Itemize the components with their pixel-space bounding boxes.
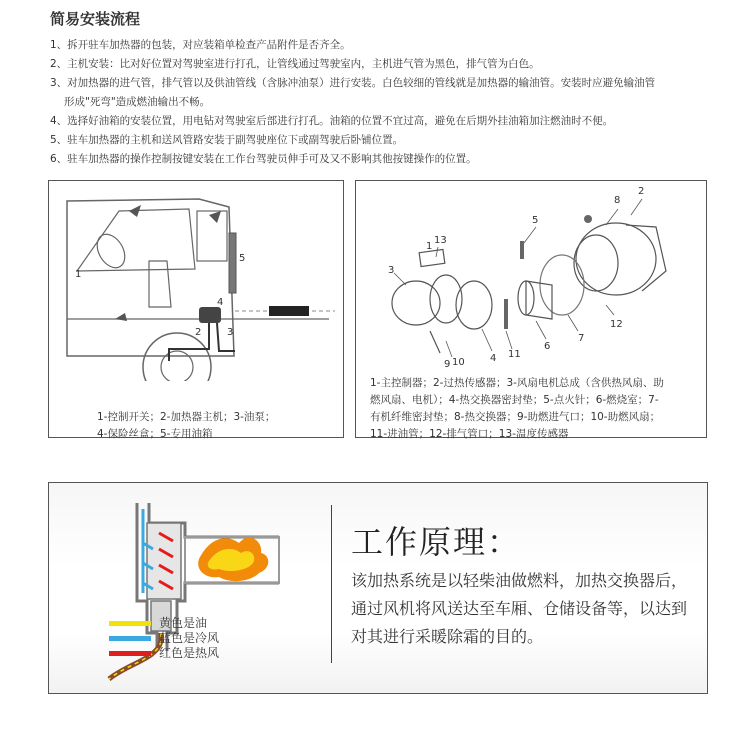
exploded-parts-diagram [355,180,707,438]
part-label-12: 12 [610,319,623,330]
install-steps [50,36,730,169]
step-3: 3、对加热器的进气管，排气管以及供油管线（含脉冲油泵）进行安装。白色较细的管线就是加热器的输油管。安装时应避免输油管 [50,77,656,89]
legend-fuel [159,616,219,631]
principle-description: 该加热系统是以轻柴油做燃料，加热交换器后，通过风机将风送达至车厢、仓储设备等，以达到对其进行采暖除霜的目的。 [351,571,688,646]
principle-title: 工作原理： [351,523,522,561]
truck-legend-line-2: 4-保险丝盒；5-专用油箱 [97,428,213,440]
parts-legend-line-1: 1-主控制器；2-过热传感器；3-风扇电机总成（含供热风扇、助 [370,377,664,389]
part-label-6: 6 [544,341,551,352]
part-label-11: 11 [508,349,521,360]
parts-legend-line-2: 燃风扇、电机）；4-热交换器密封垫；5-点火针；6-燃烧室；7- [370,394,659,406]
legend-hot-air-label: 红色是热风 [159,646,220,660]
truck-label-3: 3 [227,327,234,338]
step-5: 5、驻车加热器的主机和送风管路安装于副驾驶座位下或副驾驶后卧铺位置。 [50,134,404,146]
part-label-10: 10 [452,357,465,368]
part-label-13: 13 [434,235,447,246]
step-6: 6、驻车加热器的操作控制按键安装在工作台驾驶员伸手可及又不影响其他按键操作的位置。 [50,153,477,165]
part-label-3: 3 [388,265,395,276]
part-label-8: 8 [614,195,621,206]
parts-legend-line-3: 有机纤维密封垫；8-热交换器；9-助燃进气口；10-助燃风扇； [370,411,661,423]
color-legend [159,616,219,661]
parts-legend-line-4: 11-进油管；12-排气管口；13-温度传感器 [370,428,569,440]
working-principle-panel [48,482,708,694]
truck-label-5: 5 [239,253,246,264]
part-label-5: 5 [532,215,539,226]
heater-exploded-illustration [356,181,706,371]
step-1: 1、拆开驻车加热器的包装，对应装箱单检查产品附件是否齐全。 [50,39,351,51]
truck-illustration [49,181,343,381]
step-4: 4、选择好油箱的安装位置，用电钻对驾驶室后部进行打孔。油箱的位置不宜过高，避免在后期外挂油箱加注燃油时不便。 [50,115,614,127]
legend-cold-air [159,631,219,646]
legend-fuel-label: 黄色是油 [159,616,208,630]
part-label-9: 9 [444,359,451,370]
step-2: 2、主机安装：比对好位置对驾驶室进行打孔，让管线通过驾驶室内，主机进气管为黑色，排气管为白色。 [50,58,540,70]
part-label-7: 7 [578,333,585,344]
truck-label-4: 4 [217,297,224,308]
parts-legend [370,375,695,443]
legend-cold-air-label: 蓝色是冷风 [159,631,220,645]
truck-legend [97,409,337,443]
part-label-1: 1 [426,241,433,252]
truck-install-diagram [48,180,344,438]
legend-hot-air [159,646,219,661]
page-title: 简易安装流程 [50,10,141,28]
part-label-2: 2 [638,186,645,197]
truck-label-1: 1 [75,269,82,280]
truck-label-2: 2 [195,327,202,338]
truck-legend-line-1: 1-控制开关；2-加热器主机；3-油泵； [97,411,276,423]
part-label-4: 4 [490,353,497,364]
step-3-continued: 形成"死弯"造成燃油输出不畅。 [64,96,211,108]
vertical-divider [331,505,332,663]
